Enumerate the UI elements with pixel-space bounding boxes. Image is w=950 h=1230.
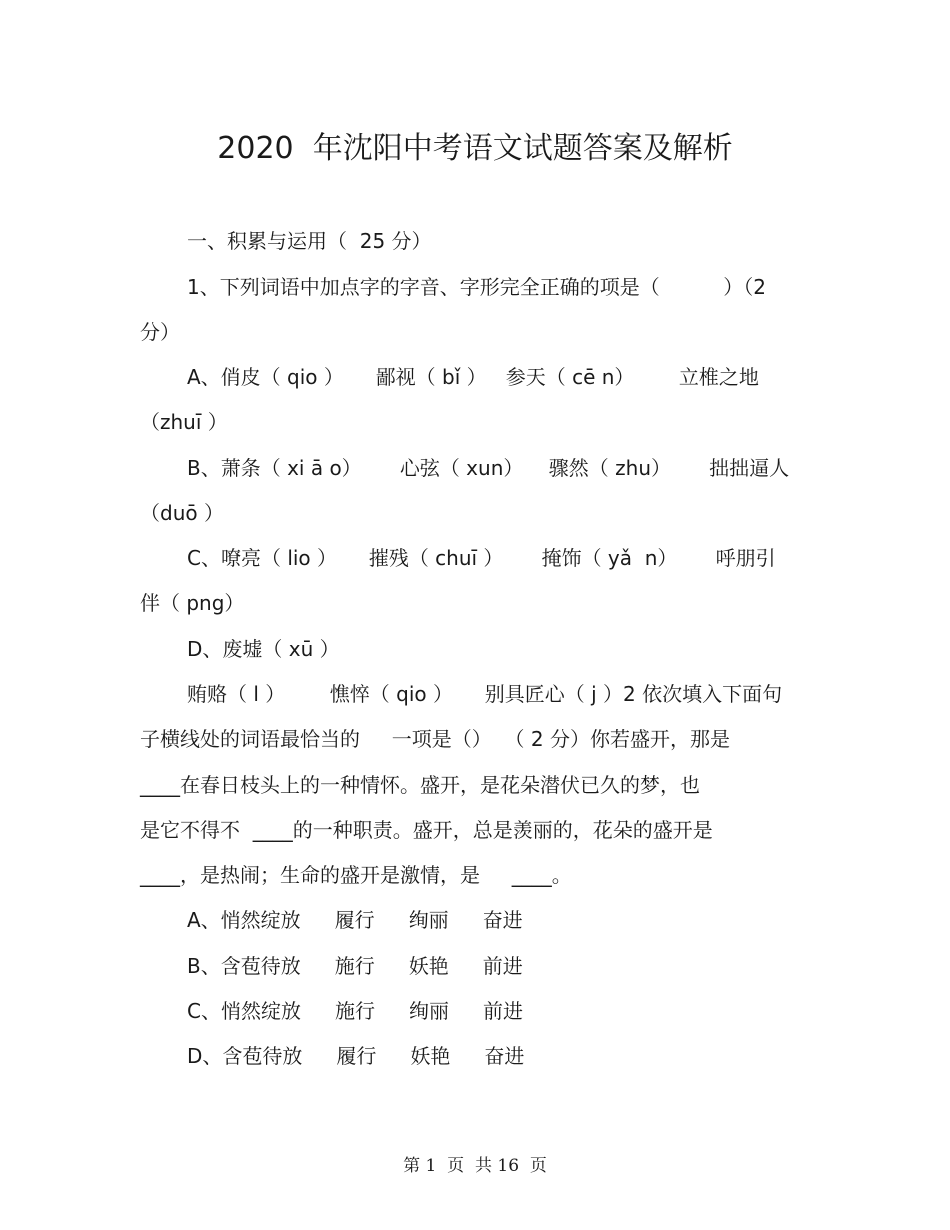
question-1-text: 1、下列词语中加点字的字音、字形完全正确的项是（ ）（2 xyxy=(187,275,767,299)
q2-option-d xyxy=(187,1041,558,1071)
option-word: 施行 xyxy=(334,999,375,1023)
option-word: 履行 xyxy=(334,908,375,932)
q2-option-b xyxy=(187,951,557,981)
q1-option-c-cont: 伴（ png） xyxy=(140,591,245,615)
option-label: C、悄然绽放 xyxy=(187,999,301,1023)
question-2-passage-line: 是它不得不 ____的一种职责。盛开，总是羡丽的，花朵的盛开是 xyxy=(140,818,713,842)
section-heading: 一、积累与运用（ 25 分） xyxy=(187,229,432,253)
option-word: 妖艳 xyxy=(408,954,449,978)
option-label: D、含苞待放 xyxy=(187,1044,303,1068)
option-word: 奋进 xyxy=(484,1044,525,1068)
q1-option-a: A、俏皮（ qio ） 鄙视（ bǐ ） 参天（ cē n） 立椎之地 xyxy=(187,365,759,389)
q2-option-a xyxy=(187,905,557,935)
q2-option-c xyxy=(187,996,557,1026)
option-word: 绚丽 xyxy=(408,908,449,932)
option-word: 施行 xyxy=(334,954,375,978)
option-label: B、含苞待放 xyxy=(187,954,301,978)
q1-option-b: B、萧条（ xi ā o） 心弦（ xun） 骤然（ zhu） 拙拙逼人 xyxy=(187,456,790,480)
option-word: 奋进 xyxy=(482,908,523,932)
q1-option-c: C、嘹亮（ lio ） 摧残（ chuī ） 掩饰（ yǎ n） 呼朋引 xyxy=(187,546,776,570)
question-2-passage-line: ____在春日枝头上的一种情怀。盛开，是花朵潜伏已久的梦，也 xyxy=(140,773,700,797)
q1-option-d: D、废墟（ xū ） xyxy=(187,637,340,661)
question-2-text: 贿赂（ l ） 憔悴（ qio ） 别具匠心（ j ）2 依次填入下面句 xyxy=(187,682,783,706)
option-word: 前进 xyxy=(482,954,523,978)
page-title: 2020 年沈阳中考语文试题答案及解析 xyxy=(217,131,733,166)
q1-option-b-cont: （duō ） xyxy=(140,501,224,525)
option-label: A、悄然绽放 xyxy=(187,908,301,932)
q1-option-a-cont: （zhuī ） xyxy=(140,410,228,434)
option-word: 履行 xyxy=(336,1044,377,1068)
page-footer: 第 1 页 共 16 页 xyxy=(403,1156,547,1176)
option-word: 妖艳 xyxy=(410,1044,451,1068)
option-word: 绚丽 xyxy=(408,999,449,1023)
question-1-text-cont: 分） xyxy=(140,320,180,344)
question-2-passage-line: ____，是热闹；生命的盛开是激情，是 ____。 xyxy=(140,863,572,887)
option-word: 前进 xyxy=(482,999,523,1023)
question-2-text-cont: 子横线处的词语最恰当的 一项是（） （ 2 分）你若盛开，那是 xyxy=(140,727,730,751)
